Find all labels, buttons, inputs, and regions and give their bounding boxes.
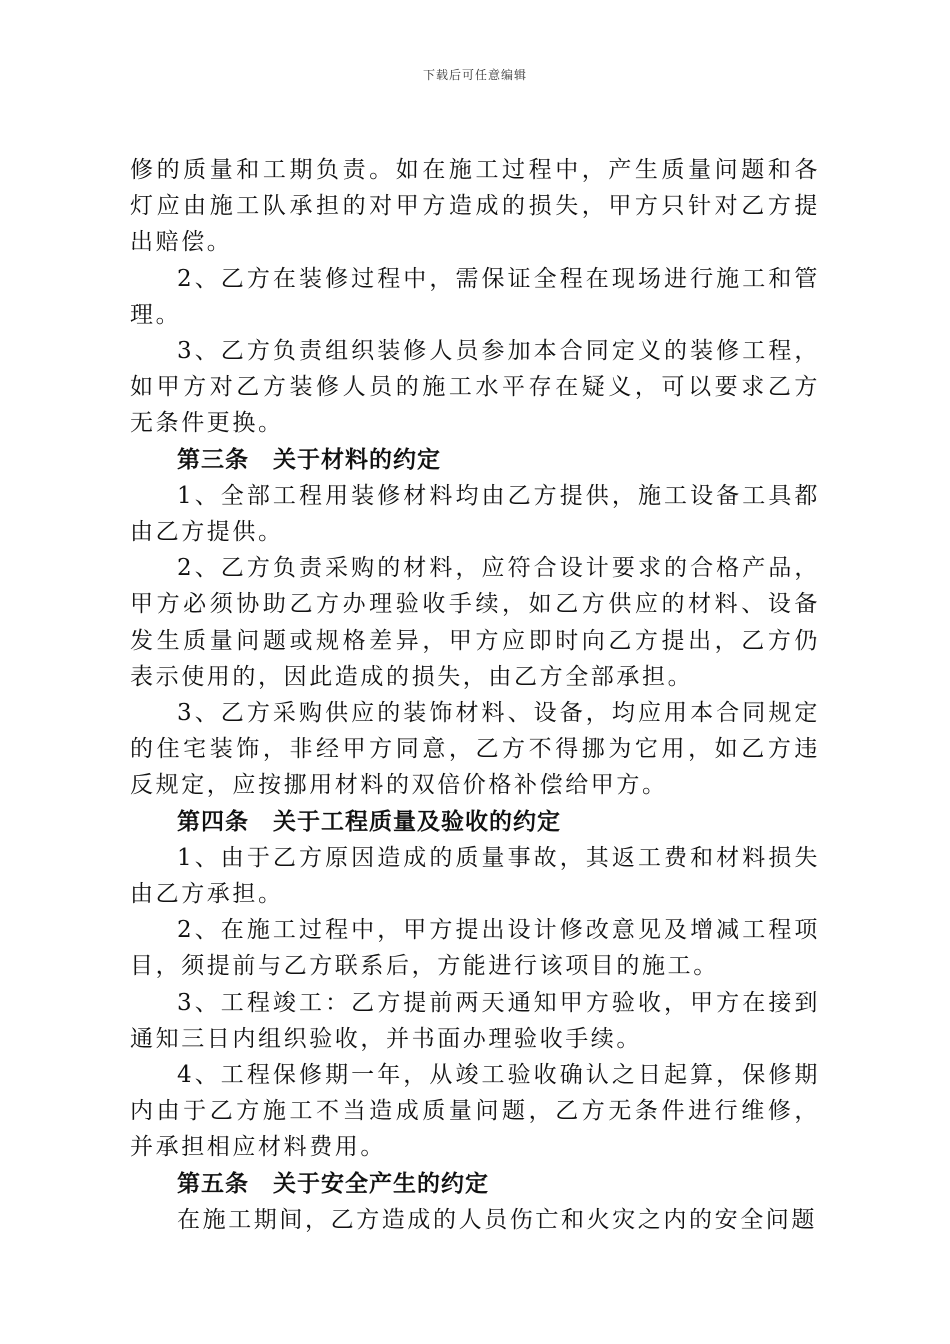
section-heading: 第三条 关于材料的约定 xyxy=(177,446,441,473)
paragraph: 3、工程竣工：乙方提前两天通知甲方验收，甲方在接到通知三日内组织验收，并书面办理验收手续。 xyxy=(130,989,820,1052)
page-header: 下载后可任意编辑 xyxy=(422,68,527,82)
paragraph: 2、在施工过程中，甲方提出设计修改意见及增减工程项目，须提前与乙方联系后，方能进行该项目的施工。 xyxy=(130,917,820,980)
document-body xyxy=(130,152,820,1238)
paragraph: 修的质量和工期负责。如在施工过程中，产生质量问题和各灯应由施工队承担的对甲方造成的损失，甲方只针对乙方提出赔偿。 xyxy=(130,157,820,256)
section-heading: 第五条 关于安全产生的约定 xyxy=(177,1170,489,1197)
paragraph: 2、乙方在装修过程中，需保证全程在现场进行施工和管理。 xyxy=(130,265,820,328)
paragraph: 1、全部工程用装修材料均由乙方提供，施工设备工具都由乙方提供。 xyxy=(130,482,820,546)
section-heading: 第四条 关于工程质量及验收的约定 xyxy=(177,808,561,835)
paragraph: 1、由于乙方原因造成的质量事故，其返工费和材料损失由乙方承担。 xyxy=(130,844,820,908)
paragraph: 2、乙方负责采购的材料，应符合设计要求的合格产品，甲方必须协助乙方办理验收手续，如乙方供应的材料、设备发生质量问题或规格差异，甲方应即时向乙方提出，乙方仍表示使用的，因此造成的损失，由乙方全部承担。 xyxy=(130,555,820,690)
paragraph: 在施工期间，乙方造成的人员伤亡和火灾之内的安全问题 xyxy=(177,1206,817,1233)
paragraph: 3、乙方负责组织装修人员参加本合同定义的装修工程，如甲方对乙方装修人员的施工水平存在疑义，可以要求乙方无条件更换。 xyxy=(130,338,820,437)
paragraph: 3、乙方采购供应的装饰材料、设备，均应用本合同规定的住宅装饰，非经甲方同意，乙方不得挪为它用，如乙方违反规定，应按挪用材料的双倍价格补偿给甲方。 xyxy=(130,700,820,799)
paragraph: 4、工程保修期一年，从竣工验收确认之日起算，保修期内由于乙方施工不当造成质量问题，乙方无条件进行维修，并承担相应材料费用。 xyxy=(130,1062,820,1161)
